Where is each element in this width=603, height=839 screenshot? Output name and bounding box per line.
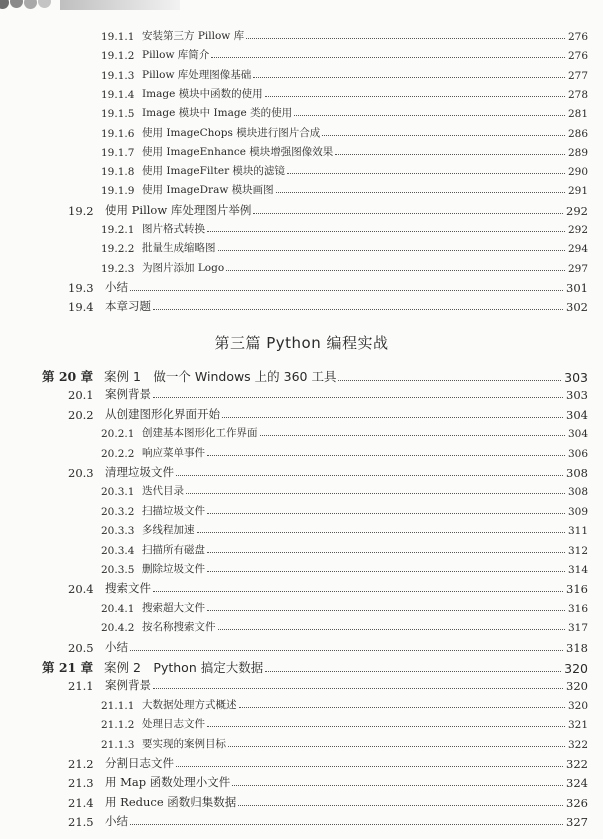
- entry-number: 19.1.8: [101, 166, 135, 179]
- entry-title: 扫描垃圾文件: [142, 504, 205, 517]
- entry-title: Image 模块中 Image 类的使用: [142, 107, 293, 120]
- entry-page-number: 292: [566, 203, 588, 218]
- entry-page-number: 312: [567, 544, 588, 557]
- dot-leader: [130, 290, 563, 291]
- entry-page-number: 317: [567, 622, 588, 635]
- entry-number: 21.1.2: [101, 719, 135, 732]
- entry-page-number: 308: [566, 466, 588, 480]
- entry-number: 19.2.3: [101, 262, 135, 275]
- entry-title: 按名称搜索文件: [142, 621, 216, 634]
- entry-title: 要实现的案例目标: [142, 737, 226, 750]
- toc-entry: [68, 677, 588, 693]
- toc-entry: [101, 600, 588, 615]
- entry-number: 21.1: [68, 679, 94, 694]
- dot-leader: [153, 397, 563, 398]
- dot-leader: [335, 154, 565, 155]
- dot-leader: [287, 173, 565, 174]
- dot-leader: [207, 726, 565, 727]
- toc-entry: [101, 86, 588, 101]
- entry-number: 21.2: [68, 757, 94, 771]
- toc-entry: [101, 503, 588, 518]
- toc-entry: [101, 425, 588, 440]
- dot-leader: [186, 493, 565, 494]
- dot-leader: [218, 629, 565, 630]
- toc-entry: [68, 279, 588, 295]
- dot-leader: [265, 671, 561, 672]
- dot-leader: [207, 231, 565, 232]
- dot-leader: [238, 805, 563, 806]
- entry-page-number: 314: [567, 564, 588, 576]
- entry-number: 20.2.2: [101, 447, 135, 460]
- entry-page-number: 316: [566, 582, 588, 597]
- entry-number: 20.4.2: [101, 622, 135, 635]
- dot-leader: [207, 455, 565, 456]
- entry-number: 21.1.3: [101, 738, 135, 751]
- entry-page-number: 327: [566, 815, 588, 830]
- entry-page-number: 297: [567, 262, 588, 275]
- dot-leader: [211, 57, 565, 58]
- dot-leader: [218, 250, 565, 251]
- toc-entry: [101, 542, 588, 557]
- entry-number: 20.4: [68, 582, 94, 597]
- entry-title: 使用 ImageChops 模块进行图片合成: [142, 126, 321, 139]
- entry-page-number: 320: [564, 661, 588, 676]
- entry-number: 19.1.9: [101, 185, 135, 198]
- toc-entry: [101, 221, 588, 236]
- entry-number: 20.4.1: [101, 602, 135, 615]
- part-heading: 第三篇 Python 编程实战: [214, 334, 389, 352]
- entry-number: 19.1.2: [101, 50, 135, 63]
- dot-leader: [207, 552, 565, 553]
- entry-page-number: 306: [567, 447, 588, 460]
- toc-entry: [68, 639, 588, 655]
- entry-page-number: 304: [566, 407, 588, 422]
- entry-title: 扫描所有磁盘: [142, 543, 205, 556]
- entry-number: 20.3.4: [101, 544, 135, 557]
- toc-entry: [101, 716, 588, 731]
- dot-leader: [228, 746, 565, 747]
- toc-entry: [101, 561, 588, 576]
- entry-number: 19.1.6: [101, 127, 135, 140]
- entry-title: 使用 ImageFilter 模块的滤镜: [142, 165, 285, 178]
- entry-page-number: 316: [567, 602, 588, 615]
- entry-page-number: 290: [567, 166, 588, 179]
- entry-title: 用 Reduce 函数归集数据: [105, 794, 237, 809]
- entry-page-number: 326: [566, 795, 588, 810]
- entry-page-number: 303: [564, 370, 588, 385]
- dot-leader: [239, 707, 565, 708]
- toc-entry: [68, 755, 588, 771]
- entry-number: 19.3: [68, 280, 94, 295]
- entry-number: 第 21 章: [42, 660, 94, 675]
- entry-title: 图片格式转换: [142, 223, 205, 235]
- toc-entry: [101, 144, 588, 159]
- dot-leader: [276, 192, 565, 193]
- entry-title: 搜索文件: [105, 581, 151, 596]
- dot-leader: [207, 571, 565, 572]
- entry-number: 19.2.1: [101, 224, 135, 236]
- dot-leader: [207, 513, 565, 514]
- toc-entry: [101, 125, 588, 140]
- dot-leader: [207, 610, 565, 611]
- entry-title: 处理日志文件: [142, 718, 205, 731]
- entry-title: Pillow 库简介: [142, 49, 210, 62]
- toc-entry: [101, 240, 588, 255]
- entry-page-number: 322: [567, 738, 588, 751]
- toc-entry: [101, 260, 588, 275]
- toc-entry: [68, 813, 588, 829]
- entry-title: Image 模块中函数的使用: [142, 87, 263, 100]
- toc-entry: [68, 464, 588, 480]
- entry-title: 安装第三方 Pillow 库: [142, 30, 245, 42]
- entry-number: 19.2.2: [101, 243, 135, 256]
- entry-page-number: 321: [567, 719, 588, 732]
- toc-entry: [68, 386, 588, 402]
- entry-title: 清理垃圾文件: [105, 465, 174, 479]
- toc-entry: [101, 483, 588, 498]
- dot-leader: [176, 766, 563, 767]
- toc-entry: [101, 522, 588, 537]
- entry-title: 小结: [105, 639, 128, 654]
- entry-title: 使用 ImageDraw 模块画图: [142, 184, 274, 197]
- toc-chapter-entry: [42, 367, 588, 385]
- entry-page-number: 281: [567, 108, 588, 121]
- entry-title: 删除垃圾文件: [142, 563, 205, 575]
- entry-title: 从创建图形化界面开始: [105, 406, 220, 421]
- entry-page-number: 301: [566, 280, 588, 295]
- toc-entry: [101, 47, 588, 62]
- entry-title: 多线程加速: [142, 524, 195, 537]
- entry-number: 21.1.1: [101, 699, 135, 712]
- entry-page-number: 303: [566, 388, 588, 403]
- dot-leader: [294, 115, 565, 116]
- entry-title: 本章习题: [105, 299, 151, 314]
- entry-title: 响应菜单事件: [142, 446, 205, 459]
- dot-leader: [226, 270, 565, 271]
- toc-entry: [68, 794, 588, 810]
- entry-number: 19.2: [68, 203, 94, 218]
- entry-title: 案例 2 Python 搞定大数据: [104, 660, 264, 675]
- entry-number: 21.4: [68, 795, 94, 810]
- entry-title: 小结: [105, 814, 128, 829]
- entry-number: 20.3: [68, 466, 94, 480]
- toc-entry: [101, 163, 588, 178]
- entry-number: 20.3.2: [101, 505, 135, 518]
- toc-entry: [68, 406, 588, 422]
- entry-number: 19.1.1: [101, 31, 135, 43]
- dot-leader: [176, 475, 563, 476]
- entry-title: 案例 1 做一个 Windows 上的 360 工具: [104, 369, 337, 384]
- dot-leader: [253, 77, 565, 78]
- entry-title: 为图片添加 Logo: [142, 261, 225, 274]
- entry-page-number: 304: [567, 428, 588, 441]
- toc-chapter-entry: [42, 658, 588, 676]
- entry-title: 使用 ImageEnhance 模块增强图像效果: [142, 145, 334, 158]
- dot-leader: [222, 417, 563, 418]
- entry-number: 20.5: [68, 640, 94, 655]
- entry-title: 搜索超大文件: [142, 601, 205, 614]
- dot-leader: [197, 532, 565, 533]
- dot-leader: [153, 688, 563, 689]
- toc-entry: [68, 580, 588, 596]
- entry-title: 小结: [105, 279, 128, 294]
- entry-page-number: 311: [567, 525, 588, 538]
- entry-page-number: 320: [567, 699, 588, 712]
- entry-title: Pillow 库处理图像基础: [142, 68, 252, 81]
- entry-title: 迭代目录: [142, 485, 184, 498]
- entry-page-number: 320: [566, 679, 588, 694]
- entry-page-number: 278: [567, 88, 588, 101]
- entry-page-number: 324: [566, 776, 588, 791]
- entry-page-number: 276: [567, 31, 588, 43]
- entry-page-number: 286: [567, 127, 588, 140]
- dot-leader: [130, 650, 563, 651]
- entry-page-number: 277: [567, 69, 588, 82]
- entry-number: 21.3: [68, 776, 94, 791]
- toc-entry: [101, 445, 588, 460]
- entry-number: 20.3.5: [101, 564, 135, 576]
- dot-leader: [153, 309, 563, 310]
- entry-title: 案例背景: [105, 387, 151, 402]
- entry-number: 19.4: [68, 300, 94, 315]
- toc-entry: [68, 774, 588, 790]
- entry-number: 19.1.4: [101, 88, 135, 101]
- toc-entry: [101, 28, 588, 43]
- entry-page-number: 289: [567, 146, 588, 159]
- dot-leader: [338, 380, 561, 381]
- entry-number: 20.1: [68, 388, 94, 403]
- entry-page-number: 292: [567, 224, 588, 236]
- dot-leader: [246, 38, 565, 39]
- toc-entry: [68, 202, 588, 218]
- entry-page-number: 322: [566, 757, 588, 771]
- entry-number: 第 20 章: [42, 369, 94, 384]
- entry-page-number: 308: [567, 486, 588, 499]
- entry-number: 20.2: [68, 407, 94, 422]
- dot-leader: [153, 591, 563, 592]
- entry-number: 19.1.5: [101, 108, 135, 121]
- dot-leader: [322, 135, 565, 136]
- entry-title: 案例背景: [105, 678, 151, 693]
- toc-entry: [101, 105, 588, 120]
- entry-page-number: 291: [567, 185, 588, 198]
- entry-title: 用 Map 函数处理小文件: [105, 775, 231, 790]
- dot-leader: [260, 435, 565, 436]
- entry-page-number: 302: [566, 300, 588, 315]
- toc-entry: [101, 697, 588, 712]
- entry-page-number: 294: [567, 243, 588, 256]
- entry-number: 19.1.7: [101, 146, 135, 159]
- entry-page-number: 309: [567, 505, 588, 518]
- toc-entry: [101, 182, 588, 197]
- header-gradient-bar: [60, 0, 180, 10]
- toc-entry: [68, 298, 588, 314]
- dot-leader: [265, 96, 565, 97]
- entry-title: 大数据处理方式概述: [142, 698, 237, 711]
- entry-title: 分割日志文件: [105, 756, 174, 770]
- entry-number: 21.5: [68, 815, 94, 830]
- entry-page-number: 276: [567, 50, 588, 63]
- entry-number: 20.3.1: [101, 486, 135, 499]
- entry-number: 19.1.3: [101, 69, 135, 82]
- dot-leader: [253, 213, 563, 214]
- entry-title: 批量生成缩略图: [142, 242, 216, 255]
- entry-number: 20.2.1: [101, 428, 135, 441]
- dot-leader: [232, 785, 563, 786]
- toc-entry: [101, 736, 588, 751]
- entry-title: 使用 Pillow 库处理图片举例: [105, 202, 252, 217]
- entry-page-number: 318: [566, 640, 588, 655]
- entry-title: 创建基本图形化工作界面: [142, 427, 258, 440]
- dot-leader: [130, 824, 563, 825]
- entry-number: 20.3.3: [101, 525, 135, 538]
- toc-entry: [101, 67, 588, 82]
- toc-entry: [101, 619, 588, 634]
